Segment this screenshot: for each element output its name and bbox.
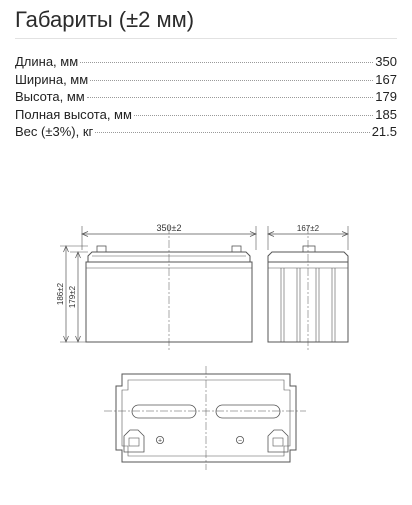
spec-value: 167	[375, 71, 397, 87]
dotted-leader	[80, 62, 373, 63]
spec-row-total-height	[15, 106, 397, 124]
spec-label: Вес (±3%), кг	[15, 124, 94, 139]
spec-row-length	[15, 53, 397, 71]
dotted-leader	[95, 132, 369, 133]
positive-symbol: +	[157, 437, 163, 445]
dimension-drawing	[0, 200, 412, 500]
specs-list	[15, 53, 397, 141]
top-view	[104, 366, 306, 470]
width-dimension-label: 167±2	[296, 224, 320, 233]
spec-label: Полная высота, мм	[15, 106, 132, 122]
page-title: Габариты (±2 мм)	[15, 7, 195, 32]
title-divider	[15, 38, 397, 39]
spec-value: 179	[375, 89, 397, 104]
spec-value: 185	[375, 106, 397, 122]
dotted-leader	[90, 80, 373, 81]
spec-row-weight	[15, 123, 397, 141]
length-dimension-label: 350±2	[156, 223, 182, 233]
negative-symbol: −	[237, 437, 243, 445]
height-dimension-label: 179±2	[68, 285, 77, 309]
dotted-leader	[87, 97, 374, 98]
total-height-dimension-label: 186±2	[56, 282, 65, 306]
dotted-leader	[134, 115, 373, 116]
spec-label: Высота, мм	[15, 89, 85, 104]
side-view	[268, 226, 348, 350]
spec-label: Длина, мм	[15, 54, 79, 69]
spec-row-width	[15, 71, 397, 89]
front-view	[60, 226, 256, 350]
spec-value: 21.5	[371, 124, 397, 139]
spec-value: 350	[375, 54, 397, 69]
spec-row-height	[15, 88, 397, 106]
spec-label: Ширина, мм	[15, 71, 89, 87]
